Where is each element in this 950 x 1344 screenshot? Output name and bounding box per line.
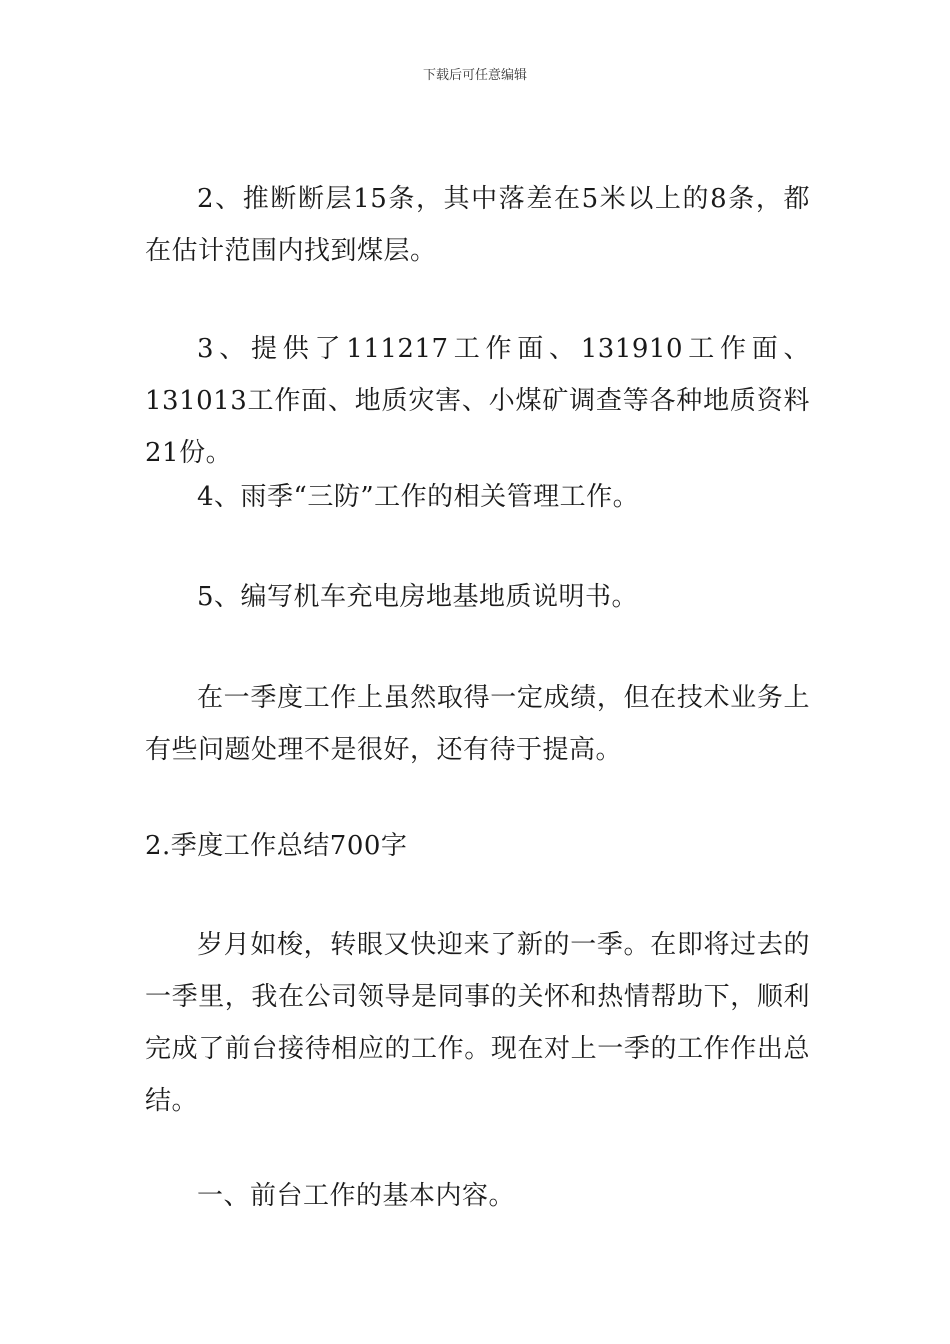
paragraph-item-5: 5、编写机车充电房地基地质说明书。 xyxy=(197,582,639,612)
paragraph-summary: 在一季度工作上虽然取得一定成绩，但在技术业务上有些问题处理不是很好，还有待于提高。 xyxy=(145,683,810,765)
section-heading: 2.季度工作总结700字 xyxy=(145,831,408,861)
page-header: 下载后可任意编辑 xyxy=(422,68,527,83)
paragraph-item-4: 4、雨季“三防”工作的相关管理工作。 xyxy=(197,482,640,512)
subsection-heading: 一、前台工作的基本内容。 xyxy=(197,1181,516,1211)
paragraph-item-2: 2、推断断层15条，其中落差在5米以上的8条，都在估计范围内找到煤层。 xyxy=(145,184,810,266)
paragraph-item-3: 3、提供了111217工作面、131910工作面、131013工作面、地质灾害、小煤矿调查等各种地质资料21份。 xyxy=(145,334,810,468)
paragraph-intro: 岁月如梭，转眼又快迎来了新的一季。在即将过去的一季里，我在公司领导是同事的关怀和热情帮助下，顺利完成了前台接待相应的工作。现在对上一季的工作作出总结。 xyxy=(145,930,810,1116)
